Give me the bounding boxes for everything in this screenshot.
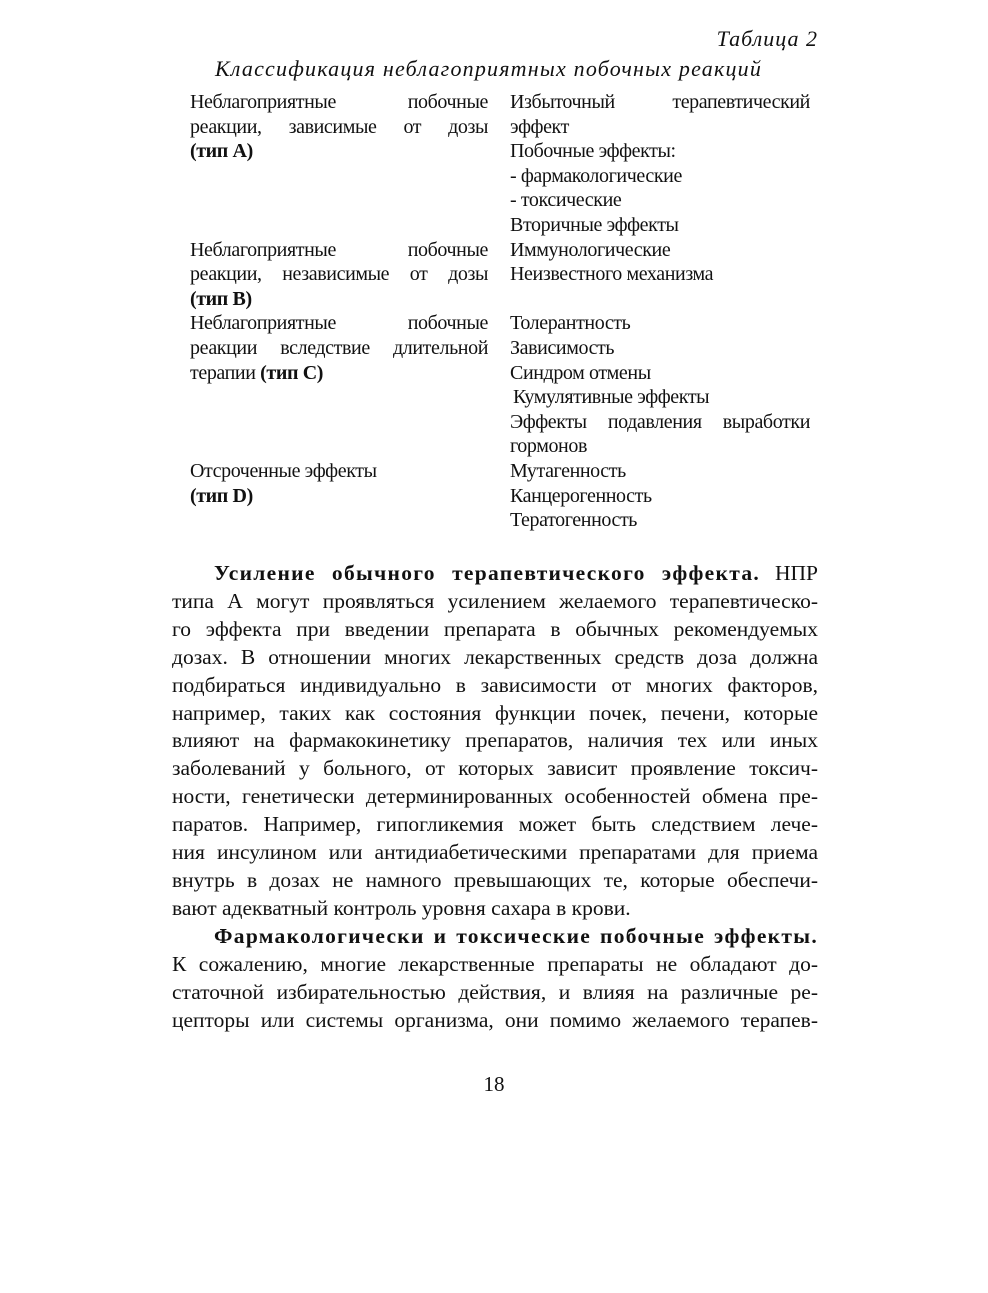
paragraph-heading-line [172, 923, 818, 951]
category-type-label: (тип С) [260, 361, 323, 384]
category-line: реакции вследствие длительной [190, 336, 488, 359]
paragraph-heading: Усиление обычного терапевтического эффекта. [214, 561, 761, 585]
effect-line: Кумулятивные эффекты [513, 386, 710, 409]
effect-line: Неизвестного механизма [510, 263, 714, 286]
paragraph-line: влияют на фармакокинетику препаратов, наличия тех или иных [172, 728, 818, 753]
effect-line: - токсические [510, 189, 622, 212]
category-line: терапии [190, 361, 256, 384]
effect-line: эффект [510, 115, 569, 138]
table-cell-effects [510, 90, 810, 238]
paragraph-line: дозах. В отношении многих лекарственных средств доза должна [172, 644, 818, 669]
table-cell-category [190, 90, 510, 238]
table-row-type-d [190, 459, 810, 533]
category-type-label: (тип А) [190, 140, 253, 163]
table-cell-effects [510, 238, 810, 312]
paragraph-line: вают адекватный контроль уровня сахара в крови. [172, 895, 631, 920]
paragraph-line: внутрь в дозах не намного превышающих те, которые обеспечи- [172, 867, 818, 892]
effect-line: Толерантность [510, 312, 631, 335]
table-cell-effects [510, 459, 810, 533]
body-text [172, 560, 818, 1034]
paragraph-line: например, таких как состояния функции почек, печени, которые [172, 700, 818, 725]
effect-line: Иммунологические [510, 238, 671, 261]
effect-line: Побочные эффекты: [510, 140, 676, 163]
category-line: Неблагоприятные побочные [190, 91, 488, 113]
effect-line: Зависимость [510, 336, 615, 359]
paragraph-line: типа А могут проявляться усилением желаемого терапевтическо- [172, 588, 818, 613]
paragraph-line: паратов. Например, гипогликемия может быть следствием лече- [172, 812, 818, 837]
category-line: реакции, независимые от дозы [190, 263, 488, 286]
table-row-type-b [190, 238, 810, 312]
table-cell-effects [510, 311, 810, 459]
table-cell-category [190, 311, 510, 459]
paragraph-therapeutic-effect [172, 560, 818, 923]
paragraph-line: подбираться индивидуально в зависимости от многих факторов, [172, 672, 818, 697]
category-line: Неблагоприятные побочные [190, 312, 488, 335]
page-number: 18 [483, 1072, 505, 1096]
category-line: Отсроченные эффекты [190, 459, 377, 482]
category-line-with-type [190, 361, 488, 386]
paragraph-line: го эффекта при введении препарата в обычных рекомендуемых [172, 616, 818, 641]
category-line: Неблагоприятные побочные [190, 238, 488, 261]
table-caption: Таблица 2 [716, 26, 818, 51]
paragraph-line: ния инсулином или антидиабетическими препаратами для приема [172, 840, 818, 865]
effect-line: Синдром отмены [510, 361, 651, 384]
effect-line: Канцерогенность [510, 484, 652, 507]
paragraph-line-text: НПР [760, 561, 819, 585]
category-type-label: (тип D) [190, 484, 253, 507]
paragraph-line: заболеваний у больного, от которых зависит проявление токсич- [172, 756, 818, 781]
table-cell-category [190, 459, 510, 533]
effect-line: гормонов [510, 435, 588, 458]
paragraph-heading: Фармакологически и токсические побочные эффекты. [214, 923, 818, 948]
effect-line: Мутагенность [510, 459, 626, 482]
category-type-label: (тип В) [190, 287, 252, 310]
effect-line: Вторичные эффекты [510, 213, 679, 236]
table-row-type-c [190, 311, 810, 459]
effect-line: - фармакологические [510, 164, 682, 187]
paragraph-pharmacological-effects [172, 923, 818, 1035]
paragraph-line [172, 560, 818, 588]
classification-table [190, 90, 810, 533]
effect-line: Эффекты подавления выработки [510, 410, 810, 433]
paragraph-line: статочной избирательностью действия, и влияя на различные ре- [172, 979, 818, 1004]
effect-line: Тератогенность [510, 509, 638, 532]
paragraph-line: К сожалению, многие лекарственные препараты не обладают до- [172, 951, 818, 976]
table-cell-category [190, 238, 510, 312]
effect-line: Избыточный терапевтический [510, 91, 810, 113]
paragraph-line: цепторы или системы организма, они помимо желаемого терапев- [172, 1007, 818, 1032]
paragraph-line: ности, генетически детерминированных особенностей обмена пре- [172, 784, 818, 809]
table-title: Классификация неблагоприятных побочных реакций [215, 56, 763, 81]
category-line: реакции, зависимые от дозы [190, 115, 488, 138]
table-row-type-a [190, 90, 810, 238]
